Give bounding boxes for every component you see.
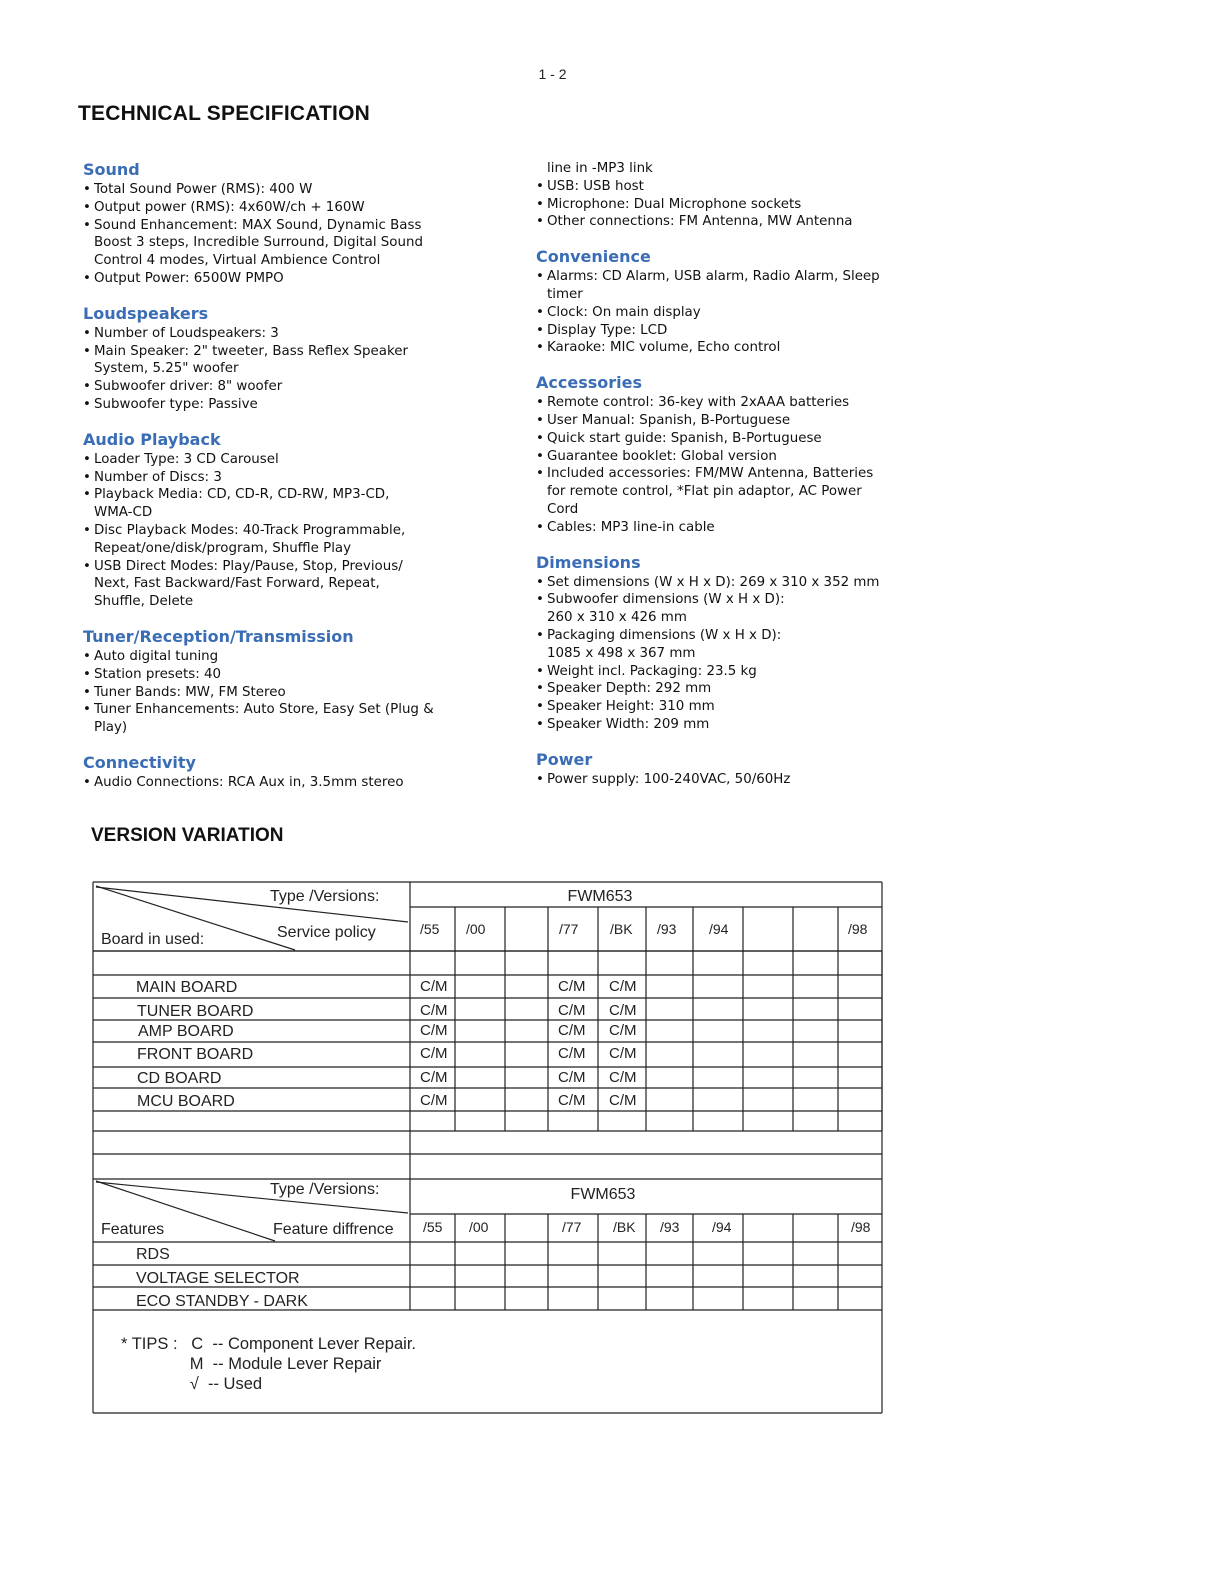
spec-item: • Power supply: 100-240VAC, 50/60Hz [536,771,906,789]
spec-item-continuation: 260 x 310 x 426 mm [547,610,687,626]
spec-item: • Quick start guide: Spanish, B-Portuguese [536,430,906,448]
spec-item: • Playback Media: CD, CD-R, CD-RW, MP3-CD, [83,486,453,504]
spec-item: • Tuner Enhancements: Auto Store, Easy Set (Plug & [83,701,453,719]
spec-item: • Subwoofer type: Passive [83,396,453,414]
spec-item: • Speaker Height: 310 mm [536,698,906,716]
section-heading-sound: Sound [83,160,140,179]
version-header: /BK [610,921,633,937]
spec-item: • Station presets: 40 [83,666,453,684]
spec-item: • Auto digital tuning [83,648,453,666]
spec-item: • Included accessories: FM/MW Antenna, Batteries [536,465,906,483]
version-header: /55 [423,1219,443,1235]
spec-item-continuation: timer [547,286,583,302]
version-header: /93 [657,921,677,937]
page-title: TECHNICAL SPECIFICATION [78,102,370,125]
service-cell: C/M [420,1045,448,1062]
board-row-name: MCU BOARD [137,1093,235,1110]
version-header: /94 [709,921,729,937]
service-cell: C/M [609,1045,637,1062]
features-label: Features [101,1221,165,1238]
spec-item: • Output power (RMS): 4x60W/ch + 160W [83,199,453,217]
service-cell: C/M [609,1069,637,1086]
spec-item: • Main Speaker: 2" tweeter, Bass Reflex Speaker [83,343,453,361]
page-number: 1 - 2 [538,66,567,82]
board-row-name: AMP BOARD [138,1023,234,1040]
service-cell: C/M [609,1092,637,1109]
service-cell: C/M [420,1092,448,1109]
tips-line-used: √ -- Used [121,1375,263,1393]
board-row-name: FRONT BOARD [137,1046,254,1063]
spec-item: • Other connections: FM Antenna, MW Antenna [536,213,906,231]
tips-legend [121,1334,416,1394]
version-header: /BK [613,1219,636,1235]
feature-difference-label: Feature diffrence [273,1221,394,1238]
feature-row-name: VOLTAGE SELECTOR [136,1270,300,1287]
model-label: FWM653 [567,888,633,905]
service-cell: C/M [558,1092,586,1109]
board-row-name: CD BOARD [137,1070,222,1087]
spec-item: • Disc Playback Modes: 40-Track Programmable, [83,522,453,540]
spec-item: • Clock: On main display [536,304,906,322]
version-header: /98 [851,1219,871,1235]
spec-item: • Loader Type: 3 CD Carousel [83,451,453,469]
type-versions-label: Type /Versions: [270,888,380,905]
version-variation-title: VERSION VARIATION [91,825,284,846]
feature-row-name: RDS [136,1246,170,1263]
service-cell: C/M [558,1022,586,1039]
section-heading-power: Power [536,749,593,769]
spec-item: • Total Sound Power (RMS): 400 W [83,181,453,199]
version-header: /55 [420,921,440,937]
spec-item: • Audio Connections: RCA Aux in, 3.5mm stereo [83,774,453,792]
service-cell: C/M [558,1045,586,1062]
spec-item-continuation: Repeat/one/disk/program, Shuffle Play [94,540,352,556]
model-label: FWM653 [570,1186,636,1203]
spec-item: • Weight incl. Packaging: 23.5 kg [536,663,906,681]
tips-line-module: M -- Module Lever Repair [121,1355,382,1373]
board-in-used-label: Board in used: [101,931,205,948]
spec-item: • Subwoofer driver: 8" woofer [83,378,453,396]
service-cell: C/M [420,978,448,995]
spec-item: • Packaging dimensions (W x H x D): [536,627,906,645]
spec-item-continuation: Cord [547,501,579,517]
spec-item: • Display Type: LCD [536,322,906,340]
version-header: /93 [660,1219,680,1235]
tips-line-component: * TIPS : C -- Component Lever Repair. [121,1335,416,1353]
spec-item: • User Manual: Spanish, B-Portuguese [536,412,906,430]
spec-item: • Number of Discs: 3 [83,469,453,487]
spec-item-continuation: Control 4 modes, Virtual Ambience Control [94,253,381,269]
version-header: /98 [848,921,868,937]
spec-item: • Karaoke: MIC volume, Echo control [536,339,906,357]
feature-row-name: ECO STANDBY - DARK [136,1293,308,1310]
spec-item: • Remote control: 36-key with 2xAAA batteries [536,394,906,412]
spec-item-continuation: System, 5.25" woofer [94,361,239,377]
spec-item: • Guarantee booklet: Global version [536,448,906,466]
service-cell: C/M [420,1022,448,1039]
service-cell: C/M [420,1002,448,1019]
spec-item: • Sound Enhancement: MAX Sound, Dynamic Bass [83,217,453,235]
section-heading-dimensions: Dimensions [536,552,641,572]
section-heading-loudspeakers: Loudspeakers [83,303,209,323]
spec-item-continuation: line in -MP3 link [547,161,653,176]
spec-item: • Set dimensions (W x H x D): 269 x 310 x 352 mm [536,574,906,592]
board-row-name: MAIN BOARD [136,979,238,996]
spec-item-continuation: 1085 x 498 x 367 mm [547,645,696,661]
service-cell: C/M [609,1002,637,1019]
version-header: /00 [469,1219,489,1235]
spec-item-continuation: WMA-CD [94,505,153,521]
service-cell: C/M [558,1002,586,1019]
spec-item: • USB: USB host [536,178,906,196]
spec-item: • Subwoofer dimensions (W x H x D): [536,591,906,609]
version-header: /94 [712,1219,732,1235]
version-header: /77 [562,1219,582,1235]
version-header: /00 [466,921,486,937]
spec-item: • USB Direct Modes: Play/Pause, Stop, Previous/ [83,558,453,576]
spec-item-continuation: Boost 3 steps, Incredible Surround, Digital Sound [94,235,423,251]
spec-item: • Speaker Width: 209 mm [536,716,906,734]
service-cell: C/M [420,1069,448,1086]
service-cell: C/M [609,978,637,995]
spec-item: • Speaker Depth: 292 mm [536,680,906,698]
spec-item: • Tuner Bands: MW, FM Stereo [83,684,453,702]
spec-item: • Cables: MP3 line-in cable [536,519,906,537]
service-cell: C/M [558,1069,586,1086]
spec-item: • Output Power: 6500W PMPO [83,270,453,288]
service-cell: C/M [558,978,586,995]
spec-item: • Microphone: Dual Microphone sockets [536,196,906,214]
spec-item: • Alarms: CD Alarm, USB alarm, Radio Alarm, Sleep [536,268,906,286]
spec-item-continuation: for remote control, *Flat pin adaptor, AC Power [547,484,862,500]
section-heading-audio-playback: Audio Playback [83,429,221,449]
board-row-name: TUNER BOARD [137,1003,254,1020]
section-heading-tuner-reception-transmission: Tuner/Reception/Transmission [83,626,354,646]
service-cell: C/M [609,1022,637,1039]
version-header: /77 [559,921,579,937]
type-versions-label: Type /Versions: [270,1181,380,1198]
spec-item-continuation: Shuffle, Delete [94,594,194,610]
service-policy-label: Service policy [277,924,376,941]
section-heading-connectivity: Connectivity [83,752,196,772]
spec-item-continuation: Next, Fast Backward/Fast Forward, Repeat, [94,576,380,592]
spec-item: • Number of Loudspeakers: 3 [83,325,453,343]
section-heading-accessories: Accessories [536,373,642,393]
spec-item-continuation: Play) [94,720,128,736]
section-heading-convenience: Convenience [536,247,651,267]
